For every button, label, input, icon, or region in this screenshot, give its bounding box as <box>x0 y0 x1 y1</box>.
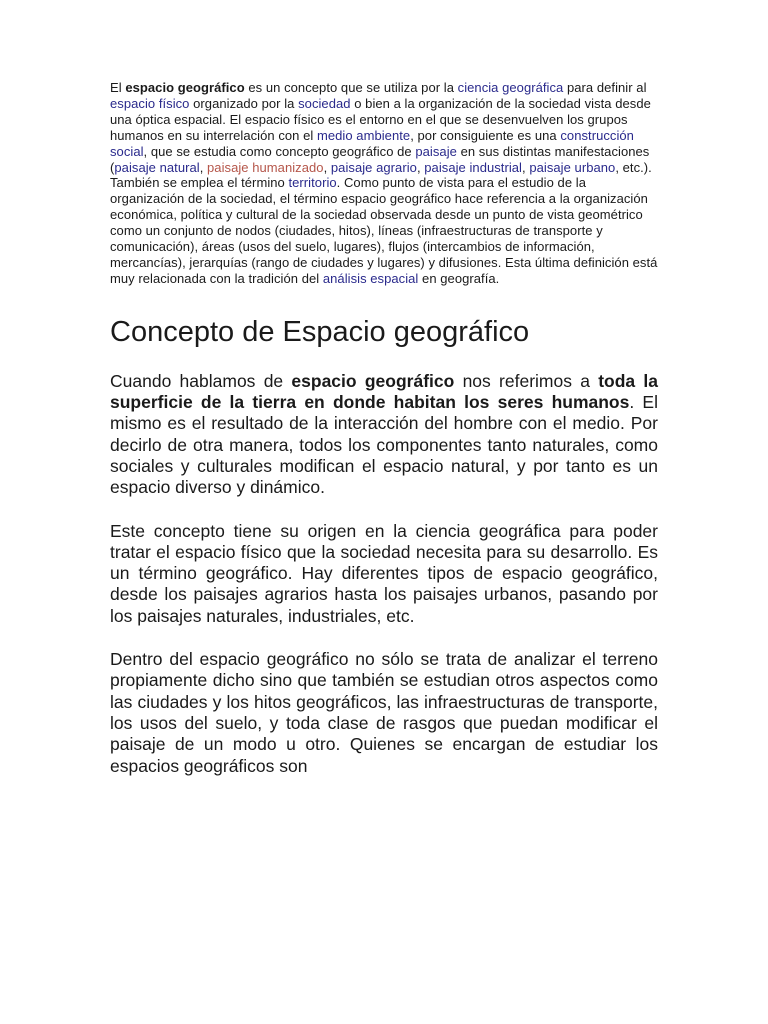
link-paisaje-natural[interactable]: paisaje natural <box>114 159 200 175</box>
bold-definition: toda la superficie de la tierra en donde habitan los seres humanos <box>110 370 659 413</box>
link-paisaje[interactable]: paisaje <box>415 143 457 159</box>
link-construccion-social[interactable]: construcción social <box>110 127 634 159</box>
link-territorio[interactable]: territorio <box>288 175 337 191</box>
link-paisaje-urbano[interactable]: paisaje urbano <box>529 159 616 175</box>
intro-text: , <box>522 159 530 175</box>
link-medio-ambiente[interactable]: medio ambiente <box>316 127 411 143</box>
intro-text: para definir al <box>563 80 647 95</box>
link-ciencia-geografica[interactable]: ciencia geográfica <box>457 80 564 95</box>
link-paisaje-agrario[interactable]: paisaje agrario <box>330 159 417 175</box>
intro-text: es un concepto que se utiliza por la <box>244 80 458 95</box>
link-espacio-fisico[interactable]: espacio físico <box>110 95 190 111</box>
document-page <box>110 80 658 777</box>
intro-text: . Como punto de vista para el estudio de la organización de la sociedad, el término espacio geográfico hace referencia a la organización económica, política y cultural de la sociedad observada desde un punto de vista geométrico como un conjunto de nodos (ciudades, hitos), líneas (infraestructuras de transporte y comunicación), áreas (usos del suelo, lugares), flujos (intercambios de información, mercancías), jerarquías (rango de ciudades y lugares) y difusiones. Esta última definición está muy relacionada con la tradición del <box>110 175 658 286</box>
intro-text: , <box>323 159 331 175</box>
intro-text: organizado por la <box>189 95 299 111</box>
intro-text: , <box>199 159 208 175</box>
section-heading: Concepto de Espacio geográfico <box>110 315 530 348</box>
link-paisaje-humanizado[interactable]: paisaje humanizado <box>207 159 324 175</box>
link-analisis-espacial[interactable]: análisis espacial <box>322 270 419 286</box>
intro-bold-term: espacio geográfico <box>125 80 245 95</box>
intro-text: , <box>416 159 425 175</box>
link-sociedad[interactable]: sociedad <box>298 95 351 111</box>
link-paisaje-industrial[interactable]: paisaje industrial <box>424 159 522 175</box>
bold-term: espacio geográfico <box>291 370 455 391</box>
intro-text: en geografía. <box>418 270 500 286</box>
intro-text: o bien a la organización de la sociedad vista desde una óptica espacial. El espacio físico es el entorno en el que se desenvuelven los grupos humanos en su interrelación con el <box>110 95 651 143</box>
paragraph-text: nos referimos a <box>454 370 599 391</box>
paragraph-text: Cuando hablamos de <box>110 370 292 391</box>
body-paragraph-2: Este concepto tiene su origen en la ciencia geográfica para poder tratar el espacio físico que la sociedad necesita para su desarrollo. Es un término geográfico. Hay diferentes tipos de espacio geográfico, desde los paisajes agrarios hasta los paisajes urbanos, pasando por los paisajes naturales, industriales, etc. <box>110 520 658 626</box>
intro-text: El <box>110 80 126 95</box>
intro-paragraph <box>110 80 658 287</box>
paragraph-text: . El mismo es el resultado de la interacción del hombre con el medio. Por decirlo de otra manera, todos los componentes tanto naturales, como sociales y culturales modifican el espacio natural, y por tanto es un espacio diverso y dinámico. <box>110 392 658 498</box>
body-paragraph-1 <box>110 371 658 499</box>
intro-text: , por consiguiente es una <box>410 127 561 143</box>
intro-text: , etc.). También se emplea el término <box>110 159 652 191</box>
intro-text: en sus distintas manifestaciones ( <box>110 143 650 175</box>
intro-text: , que se estudia como concepto geográfico de <box>143 143 416 159</box>
body-paragraph-3: Dentro del espacio geográfico no sólo se trata de analizar el terreno propiamente dicho sino que también se estudian otros aspectos como las ciudades y los hitos geográficos, las infraestructuras de transporte, los usos del suelo, y toda clase de rasgos que puedan modificar el paisaje de un modo u otro. Quienes se encargan de estudiar los espacios geográficos son <box>110 649 658 776</box>
